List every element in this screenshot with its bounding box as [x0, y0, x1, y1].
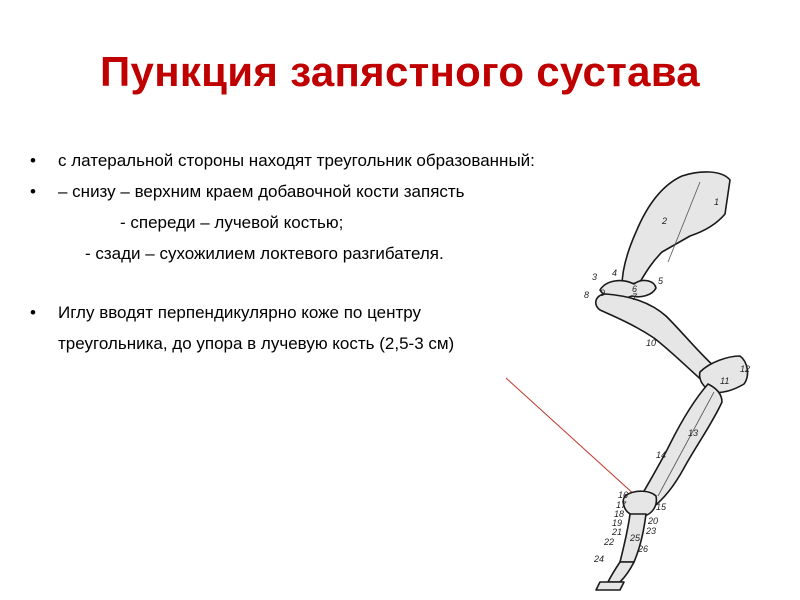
- bullet-text: Иглу вводят перпендикулярно коже по центру: [58, 303, 422, 322]
- label-4: 4: [612, 268, 618, 278]
- carpus: [623, 491, 656, 516]
- bullet-dot: •: [30, 151, 36, 170]
- puncture-pointer-line: [506, 378, 648, 507]
- sub-item-front: - спереди – лучевой костью;: [120, 213, 344, 232]
- label-10: 10: [646, 338, 657, 348]
- label-21: 21: [612, 527, 623, 537]
- label-6: 6: [632, 284, 638, 294]
- label-8: 8: [584, 290, 590, 300]
- label-19: 19: [612, 518, 623, 528]
- humerus: [596, 294, 719, 384]
- bullet-text: с латеральной стороны находят треугольник образованный:: [58, 151, 535, 170]
- label-17: 17: [616, 500, 627, 510]
- label-25: 25: [630, 533, 641, 543]
- label-26: 26: [638, 544, 649, 554]
- bullet-dot: •: [30, 182, 36, 201]
- label-3: 3: [592, 272, 598, 282]
- radius-ulna: [640, 384, 722, 508]
- label-22: 22: [604, 537, 615, 547]
- label-20: 20: [648, 516, 659, 526]
- label-13: 13: [688, 428, 699, 438]
- label-9: 9: [600, 288, 606, 298]
- bullet-item-3-continuation: треугольника, до упора в лучевую кость (2,5-3 см): [58, 334, 455, 353]
- label-18: 18: [614, 509, 625, 519]
- page-title: Пункция запястного сустава: [100, 48, 700, 95]
- label-12: 12: [740, 364, 751, 374]
- sub-item-back: - сзади – сухожилием локтевого разгибателя.: [85, 244, 444, 263]
- phalanges: [608, 562, 634, 582]
- bone-labels: [584, 197, 750, 564]
- hoof-phalanx: [596, 582, 624, 590]
- label-16: 16: [618, 490, 629, 500]
- label-2: 2: [662, 216, 668, 226]
- label-14: 14: [656, 450, 667, 460]
- label-24: 24: [594, 554, 605, 564]
- label-1: 1: [714, 197, 720, 207]
- label-15: 15: [656, 502, 667, 512]
- label-7: 7: [632, 292, 638, 302]
- bullet-text: – снизу – верхним краем добавочной кости запясть: [58, 182, 465, 201]
- bullet-dot: •: [30, 303, 36, 322]
- scapula: [622, 172, 730, 286]
- label-23: 23: [646, 526, 657, 536]
- label-5: 5: [658, 276, 664, 286]
- label-11: 11: [720, 376, 730, 386]
